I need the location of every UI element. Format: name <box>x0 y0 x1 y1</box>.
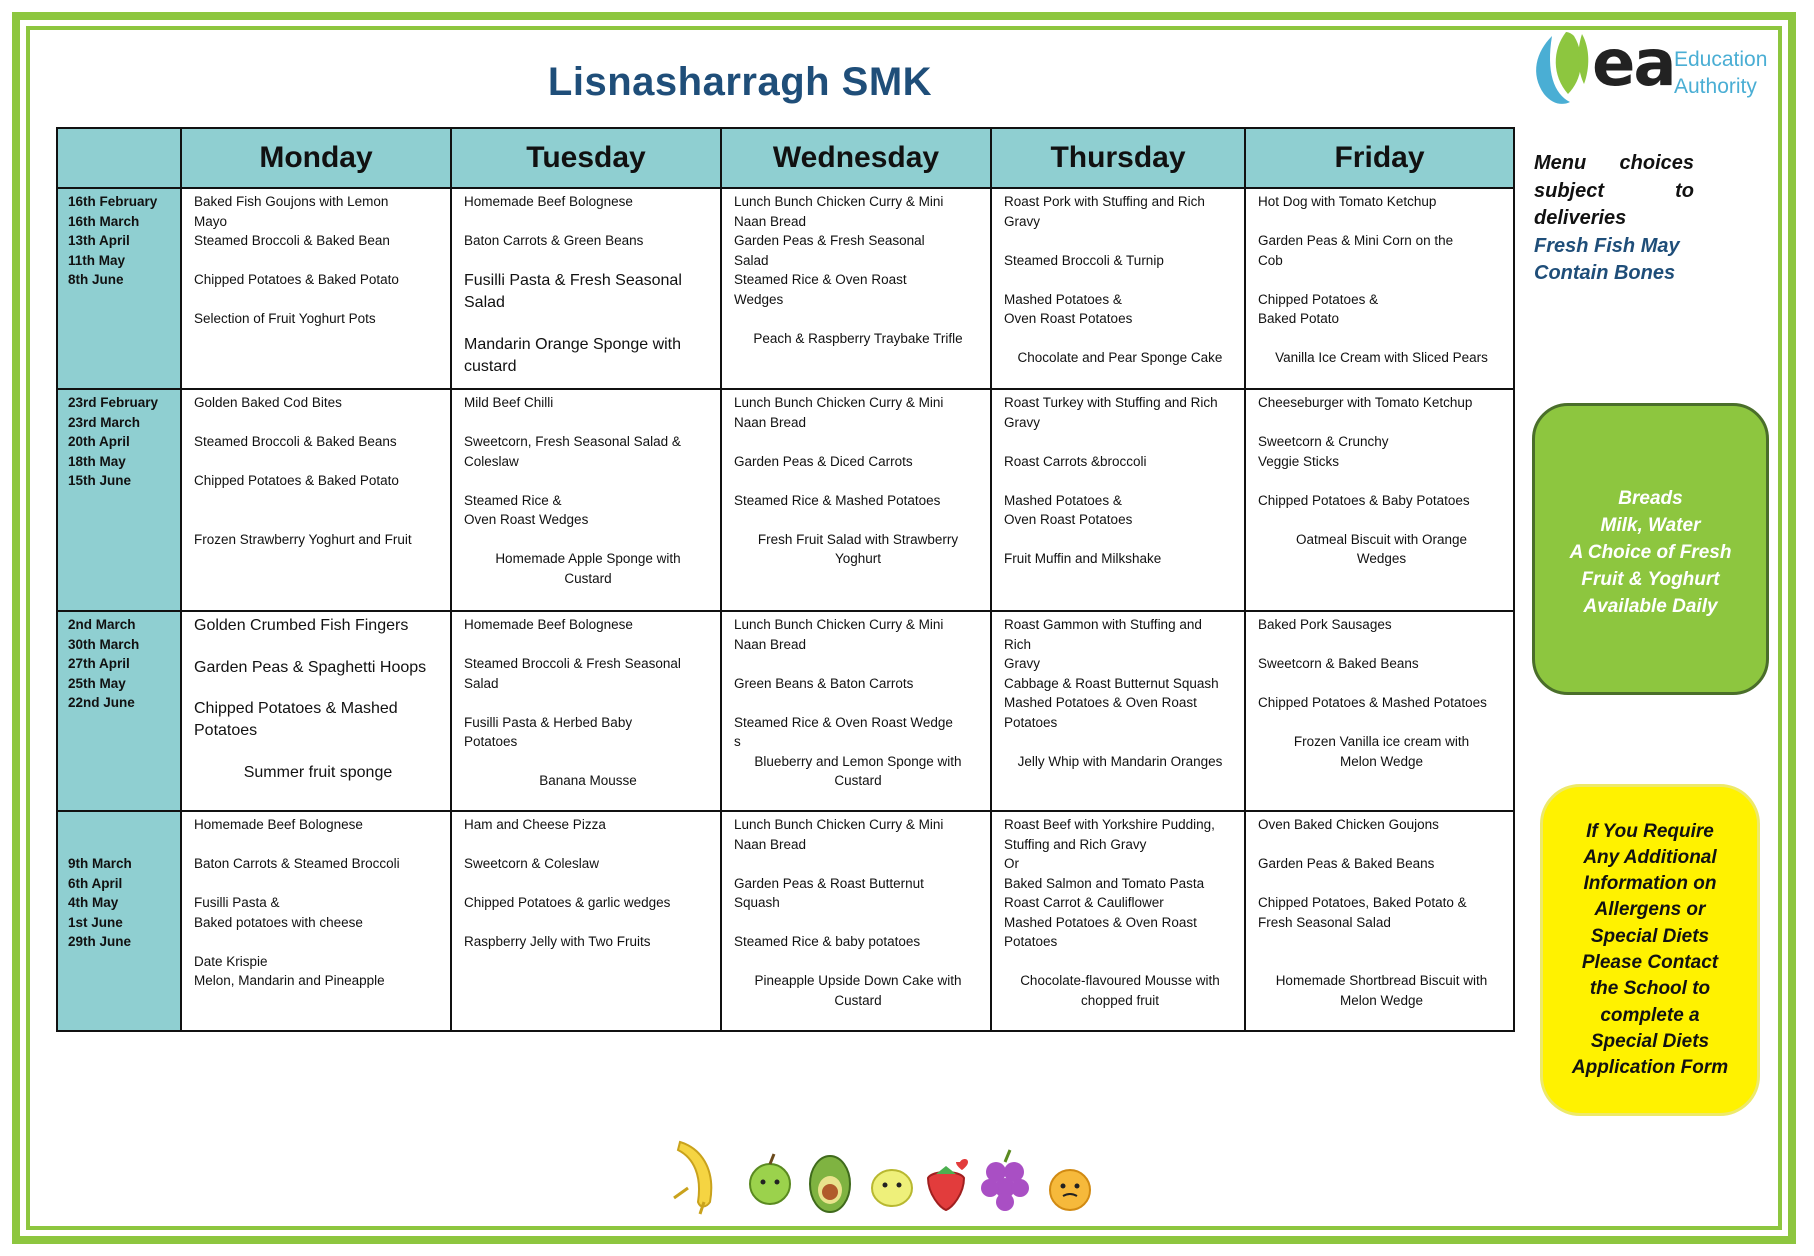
menu-item-line: Potatoes <box>1004 714 1058 730</box>
menu-item-line: Roast Carrot & Cauliflower <box>1004 895 1164 910</box>
menu-item-line <box>1258 932 1505 952</box>
menu-item-line: Cob <box>1258 252 1283 268</box>
menu-item-line <box>734 952 982 972</box>
menu-item-line: Oven Roast Potatoes <box>1004 512 1133 527</box>
daily-items-box <box>1532 403 1769 695</box>
header-thursday: Thursday <box>991 128 1245 188</box>
menu-item-line: Mashed Potatoes & Oven Roast <box>1004 914 1197 930</box>
menu-week-row <box>57 389 1514 611</box>
menu-item-line: Chocolate-flavoured Mousse with <box>1020 973 1220 988</box>
menu-item-line: Steamed Broccoli & Fresh Seasonal <box>464 656 681 671</box>
menu-item-line <box>1258 835 1505 855</box>
menu-item-line: Salad <box>734 252 769 268</box>
menu-item-line <box>1258 952 1505 972</box>
menu-item-line <box>1258 212 1505 232</box>
menu-cell-monday <box>181 611 451 811</box>
menu-item-line: Garden Peas & Baked Beans <box>1258 856 1435 871</box>
menu-item-line: Oatmeal Biscuit with Orange <box>1295 531 1468 547</box>
menu-cell-thursday <box>991 188 1245 389</box>
menu-item-line: Naan Bread <box>734 636 807 652</box>
menu-item-line: Chipped Potatoes & Baked Potato <box>194 473 399 488</box>
menu-item-line: Green Beans & Baton Carrots <box>734 675 914 691</box>
menu-item-line <box>734 510 982 530</box>
menu-item-line: Chipped Potatoes & <box>1258 291 1379 307</box>
week-date: 6th April <box>68 875 123 891</box>
menu-item-line: Lunch Bunch Chicken Curry & Mini <box>734 395 944 410</box>
menu-cell-monday <box>181 811 451 1031</box>
week-date: 11th May <box>68 252 126 268</box>
menu-cell-wednesday <box>721 611 991 811</box>
menu-item-line: Garden Peas & Spaghetti Hoops <box>194 658 427 676</box>
menu-item-line <box>1258 874 1505 894</box>
menu-item-line <box>1258 471 1505 491</box>
orange-icon <box>1050 1170 1090 1210</box>
menu-item-line: Naan Bread <box>734 836 807 852</box>
menu-note <box>1534 150 1694 288</box>
menu-item-line: Pineapple Upside Down Cake with <box>754 973 962 988</box>
menu-item-line <box>1258 270 1505 290</box>
menu-table <box>56 127 1515 1032</box>
menu-item-line: Gravy <box>1004 656 1041 671</box>
daily-line: A Choice of Fresh <box>1569 541 1732 563</box>
menu-item-line <box>1004 732 1236 752</box>
menu-item-line: Fusilli Pasta & Fresh Seasonal <box>464 272 682 289</box>
week-date: 16th March <box>68 213 140 229</box>
note-word: Menu <box>1534 152 1587 174</box>
menu-item-line: Melon, Mandarin and Pineapple <box>194 973 385 988</box>
note-line-3: deliveries <box>1534 207 1627 229</box>
logo-line2: Authority <box>1674 75 1757 98</box>
menu-item-line: Custard <box>834 992 882 1008</box>
allergen-line: Application Form <box>1571 1057 1729 1079</box>
menu-item-line <box>1004 231 1236 251</box>
header-corner <box>57 128 181 188</box>
ea-logo <box>1522 28 1772 112</box>
page-title: Lisnasharragh SMK <box>547 60 933 104</box>
menu-item-line: Coleslaw <box>464 453 519 469</box>
menu-item-line: Ham and Cheese Pizza <box>464 817 606 832</box>
allergen-line: Special Diets <box>1590 1030 1710 1052</box>
week-date: 4th May <box>68 895 119 910</box>
menu-item-line <box>734 913 982 933</box>
header-row <box>57 128 1514 188</box>
menu-item-line: Potatoes <box>194 722 258 739</box>
menu-item-line <box>464 752 712 772</box>
menu-item-line: Chipped Potatoes & Baby Potatoes <box>1258 492 1470 508</box>
menu-item-line: Oven Baked Chicken Goujons <box>1258 817 1439 832</box>
menu-item-line: Peach & Raspberry Traybake Trifle <box>753 330 963 346</box>
menu-item-line <box>1004 432 1236 452</box>
menu-item-line: Frozen Strawberry Yoghurt and Fruit <box>194 531 412 547</box>
menu-item-line: Steamed Rice & Mashed Potatoes <box>734 492 941 508</box>
menu-item-line: Selection of Fruit Yoghurt Pots <box>194 311 376 326</box>
menu-item-line <box>194 742 442 762</box>
fruit-characters-illustration <box>660 1128 1180 1220</box>
daily-line: Available Daily <box>1583 595 1718 617</box>
allergen-info-box <box>1540 784 1760 1116</box>
menu-cell-friday <box>1245 389 1514 611</box>
week-date: 23rd February <box>68 395 159 410</box>
menu-item-line <box>1258 329 1505 349</box>
fish-warning-line-1: Fresh Fish May <box>1534 234 1680 257</box>
menu-item-line <box>194 835 442 855</box>
menu-item-line <box>194 874 442 894</box>
logo-line1: Education <box>1674 48 1768 71</box>
menu-item-line: Melon Wedge <box>1339 992 1424 1008</box>
note-word: to <box>1675 179 1694 202</box>
menu-item-line: Mashed Potatoes & <box>1004 492 1122 508</box>
menu-item-line: Homemade Beef Bolognese <box>464 194 633 209</box>
apple-icon <box>750 1154 790 1204</box>
week-date: 18th May <box>68 453 126 469</box>
menu-item-line: Steamed Rice & <box>464 492 562 508</box>
menu-item-line: Mashed Potatoes & Oven Roast <box>1004 695 1197 710</box>
menu-item-line: Raspberry Jelly with Two Fruits <box>464 934 651 949</box>
menu-item-line <box>464 251 712 271</box>
menu-item-line: Fusilli Pasta & <box>194 895 280 910</box>
week-date <box>68 815 180 835</box>
menu-item-line: Gravy <box>1004 414 1041 430</box>
menu-item-line: Oven Roast Wedges <box>464 512 589 527</box>
allergen-line: complete a <box>1600 1004 1700 1026</box>
menu-item-line: Steamed Rice & Oven Roast <box>734 272 907 287</box>
menu-item-line: Potatoes <box>1004 934 1058 949</box>
menu-item-line: Sweetcorn, Fresh Seasonal Salad & <box>464 434 681 449</box>
week-dates-cell <box>57 811 181 1031</box>
menu-item-line: Salad <box>464 294 505 311</box>
menu-item-line: Lunch Bunch Chicken Curry & Mini <box>734 617 944 632</box>
menu-item-line: Roast Beef with Yorkshire Pudding, <box>1004 817 1215 832</box>
menu-cell-friday <box>1245 188 1514 389</box>
menu-item-line <box>1004 952 1236 972</box>
menu-cell-thursday <box>991 389 1245 611</box>
menu-item-line <box>194 637 442 657</box>
menu-item-line: chopped fruit <box>1080 992 1160 1008</box>
menu-cell-monday <box>181 188 451 389</box>
week-date: 13th April <box>68 233 130 248</box>
menu-item-line: Baked potatoes with cheese <box>194 914 363 930</box>
lemon-icon <box>872 1170 912 1206</box>
menu-item-line <box>194 932 442 952</box>
grapes-icon <box>981 1150 1029 1211</box>
week-dates-cell <box>57 389 181 611</box>
menu-item-line: Jelly Whip with Mandarin Oranges <box>1017 753 1223 769</box>
daily-line: Breads <box>1618 487 1683 509</box>
week-date: 2nd March <box>68 617 136 632</box>
menu-item-line <box>464 693 712 713</box>
menu-item-line: Cheeseburger with Tomato Ketchup <box>1258 395 1473 410</box>
avocado-icon <box>810 1156 850 1212</box>
header-friday: Friday <box>1245 128 1514 188</box>
menu-item-line: Stuffing and Rich Gravy <box>1004 836 1147 852</box>
menu-cell-thursday <box>991 611 1245 811</box>
menu-item-line: Veggie Sticks <box>1258 453 1340 469</box>
header-monday: Monday <box>181 128 451 188</box>
menu-item-line: Blueberry and Lemon Sponge with <box>754 753 962 769</box>
menu-item-line: Rich <box>1004 636 1032 652</box>
menu-item-line <box>194 413 442 433</box>
menu-item-line <box>464 874 712 894</box>
menu-cell-wednesday <box>721 811 991 1031</box>
menu-item-line: Chipped Potatoes & Baked Potato <box>194 272 399 287</box>
menu-item-line <box>194 290 442 310</box>
menu-item-line <box>464 314 712 334</box>
menu-item-line: Yoghurt <box>834 551 882 566</box>
week-date: 16th February <box>68 194 158 209</box>
menu-item-line: Mild Beef Chilli <box>464 395 554 410</box>
note-word: choices <box>1619 152 1694 174</box>
daily-line: Milk, Water <box>1600 514 1701 536</box>
menu-item-line: Steamed Broccoli & Baked Bean <box>194 233 390 248</box>
allergen-line: If You Require <box>1586 820 1714 842</box>
menu-item-line: Steamed Rice & Oven Roast Wedge <box>734 714 953 730</box>
header-tuesday: Tuesday <box>451 128 721 188</box>
week-date: 29th June <box>68 934 132 949</box>
logo-text <box>1674 46 1767 100</box>
menu-item-line: Lunch Bunch Chicken Curry & Mini <box>734 194 944 209</box>
menu-item-line <box>1258 635 1505 655</box>
menu-item-line <box>734 309 982 329</box>
menu-item-line: Fresh Seasonal Salad <box>1258 914 1391 930</box>
menu-item-line: Mayo <box>194 213 228 229</box>
allergen-line: Please Contact <box>1581 952 1719 973</box>
allergen-line: Information on <box>1583 873 1717 895</box>
menu-item-line: Chipped Potatoes & Mashed <box>194 700 398 717</box>
menu-item-line: Golden Crumbed Fish Fingers <box>194 617 409 634</box>
strawberry-icon <box>928 1159 968 1210</box>
menu-item-line: Mandarin Orange Sponge with <box>464 335 682 353</box>
menu-item-line: Golden Baked Cod Bites <box>194 395 342 410</box>
menu-item-line <box>1258 674 1505 694</box>
menu-item-line <box>1004 329 1236 349</box>
menu-item-line: Frozen Vanilla ice cream with <box>1293 734 1470 749</box>
week-date <box>68 835 180 855</box>
week-dates-cell <box>57 188 181 389</box>
menu-item-line: Sweetcorn & Baked Beans <box>1258 656 1419 671</box>
note-word: subject <box>1534 179 1605 202</box>
menu-item-line: Salad <box>464 675 499 691</box>
menu-body <box>57 188 1514 1031</box>
menu-item-line: Gravy <box>1004 213 1041 229</box>
menu-item-line: Homemade Apple Sponge with <box>495 551 681 566</box>
menu-item-line: Mashed Potatoes & <box>1004 291 1122 307</box>
menu-item-line: Baked Potato <box>1258 311 1340 326</box>
menu-item-line: Melon Wedge <box>1339 753 1424 769</box>
menu-item-line: Date Krispie <box>194 953 268 969</box>
menu-item-line <box>194 510 442 530</box>
allergen-line: Special Diets <box>1590 925 1710 947</box>
menu-item-line: Chipped Potatoes & Mashed Potatoes <box>1258 695 1487 710</box>
menu-item-line: custard <box>464 357 517 375</box>
menu-item-line: Homemade Beef Bolognese <box>464 617 633 632</box>
menu-item-line: Chipped Potatoes & garlic wedges <box>464 895 671 910</box>
fish-warning-line-2: Contain Bones <box>1534 262 1676 284</box>
menu-item-line: Hot Dog with Tomato Ketchup <box>1258 194 1437 209</box>
menu-item-line <box>194 491 442 511</box>
menu-cell-tuesday <box>451 811 721 1031</box>
week-date: 8th June <box>68 272 124 287</box>
allergen-line: the School to <box>1589 978 1711 1000</box>
banana-icon <box>674 1142 711 1214</box>
menu-item-line <box>194 679 442 699</box>
menu-item-line: Baton Carrots & Steamed Broccoli <box>194 856 400 871</box>
menu-cell-wednesday <box>721 188 991 389</box>
menu-item-line <box>734 854 982 874</box>
week-date: 1st June <box>68 914 123 930</box>
menu-item-line: Naan Bread <box>734 213 807 229</box>
menu-item-line: Garden Peas & Roast Butternut <box>734 875 924 891</box>
menu-item-line: Homemade Beef Bolognese <box>194 817 363 832</box>
menu-cell-thursday <box>991 811 1245 1031</box>
menu-item-line <box>194 251 442 271</box>
menu-item-line: Chocolate and Pear Sponge Cake <box>1017 350 1223 365</box>
week-dates-cell <box>57 611 181 811</box>
menu-cell-friday <box>1245 811 1514 1031</box>
menu-item-line <box>464 913 712 933</box>
menu-item-line: Fresh Fruit Salad with Strawberry <box>757 531 959 547</box>
menu-item-line <box>734 471 982 491</box>
menu-item-line: Potatoes <box>464 734 518 749</box>
menu-item-line: Sweetcorn & Crunchy <box>1258 434 1389 449</box>
allergen-line: Allergens or <box>1594 899 1706 921</box>
menu-item-line: Baked Salmon and Tomato Pasta <box>1004 875 1205 891</box>
menu-item-line <box>734 654 982 674</box>
menu-item-line: Garden Peas & Mini Corn on the <box>1258 233 1454 248</box>
menu-week-row <box>57 188 1514 389</box>
menu-item-line: Garden Peas & Fresh Seasonal <box>734 233 925 248</box>
menu-item-line: Homemade Shortbread Biscuit with <box>1275 973 1488 988</box>
menu-cell-wednesday <box>721 389 991 611</box>
menu-cell-tuesday <box>451 611 721 811</box>
menu-cell-friday <box>1245 611 1514 811</box>
menu-item-line: Squash <box>734 895 780 910</box>
menu-cell-tuesday <box>451 188 721 389</box>
menu-item-line <box>464 530 712 550</box>
menu-item-line: Baked Fish Goujons with Lemon <box>194 194 389 209</box>
menu-item-line: Lunch Bunch Chicken Curry & Mini <box>734 817 944 832</box>
menu-item-line: Baked Pork Sausages <box>1258 617 1392 632</box>
menu-item-line: Roast Carrots &broccoli <box>1004 453 1147 469</box>
menu-item-line: Roast Pork with Stuffing and Rich <box>1004 194 1205 209</box>
menu-item-line <box>1004 530 1236 550</box>
menu-item-line: Steamed Rice & baby potatoes <box>734 934 921 949</box>
menu-item-line <box>464 413 712 433</box>
menu-item-line: Baton Carrots & Green Beans <box>464 233 644 248</box>
week-date: 9th March <box>68 856 132 871</box>
menu-item-line <box>1258 413 1505 433</box>
menu-item-line: Cabbage & Roast Butternut Squash <box>1004 675 1219 691</box>
menu-item-line: Vanilla Ice Cream with Sliced Pears <box>1275 350 1488 365</box>
menu-item-line <box>734 432 982 452</box>
menu-item-line: Wedges <box>734 291 784 307</box>
menu-item-line <box>734 693 982 713</box>
menu-item-line: Naan Bread <box>734 414 807 430</box>
week-date: 30th March <box>68 636 140 652</box>
menu-item-line: Wedges <box>1356 551 1407 566</box>
menu-item-line: Sweetcorn & Coleslaw <box>464 856 600 871</box>
menu-week-row <box>57 811 1514 1031</box>
note-line-1 <box>1534 150 1694 178</box>
menu-item-line: Roast Gammon with Stuffing and <box>1004 617 1202 632</box>
menu-cell-monday <box>181 389 451 611</box>
menu-item-line <box>464 212 712 232</box>
menu-item-line <box>464 471 712 491</box>
week-date: 23rd March <box>68 414 141 430</box>
menu-item-line: Banana Mousse <box>539 773 637 788</box>
note-line-2 <box>1534 178 1694 206</box>
menu-item-line: Garden Peas & Diced Carrots <box>734 453 913 469</box>
menu-item-line: Steamed Broccoli & Baked Beans <box>194 434 397 449</box>
menu-item-line <box>194 452 442 472</box>
menu-item-line: Fruit Muffin and Milkshake <box>1004 551 1162 566</box>
leaf-logo-icon <box>1522 28 1602 112</box>
menu-item-line: Chipped Potatoes, Baked Potato & <box>1258 895 1467 910</box>
header-wednesday: Wednesday <box>721 128 991 188</box>
menu-item-line <box>1004 471 1236 491</box>
menu-item-line: Summer fruit sponge <box>243 763 393 781</box>
menu-item-line <box>464 635 712 655</box>
menu-item-line: Custard <box>834 773 882 788</box>
daily-line: Fruit & Yoghurt <box>1581 568 1720 590</box>
menu-item-line <box>464 835 712 855</box>
menu-item-line <box>1258 713 1505 733</box>
week-date: 27th April <box>68 656 130 671</box>
menu-item-line: Roast Turkey with Stuffing and Rich <box>1004 395 1218 410</box>
menu-item-line: s <box>734 734 741 749</box>
week-date: 20th April <box>68 434 130 449</box>
allergen-line: Any Additional <box>1583 846 1717 868</box>
menu-item-line: Steamed Broccoli & Turnip <box>1004 252 1164 268</box>
week-date: 22nd June <box>68 695 135 710</box>
week-date: 25th May <box>68 675 126 691</box>
menu-week-row <box>57 611 1514 811</box>
menu-item-line: Or <box>1004 856 1019 871</box>
menu-item-line: Fusilli Pasta & Herbed Baby <box>464 714 633 730</box>
menu-item-line: Custard <box>564 570 612 586</box>
menu-cell-tuesday <box>451 389 721 611</box>
logo-mark: ea <box>1592 27 1675 101</box>
menu-item-line <box>1004 270 1236 290</box>
menu-item-line: Oven Roast Potatoes <box>1004 311 1133 326</box>
menu-item-line <box>1258 510 1505 530</box>
week-date: 15th June <box>68 473 132 488</box>
